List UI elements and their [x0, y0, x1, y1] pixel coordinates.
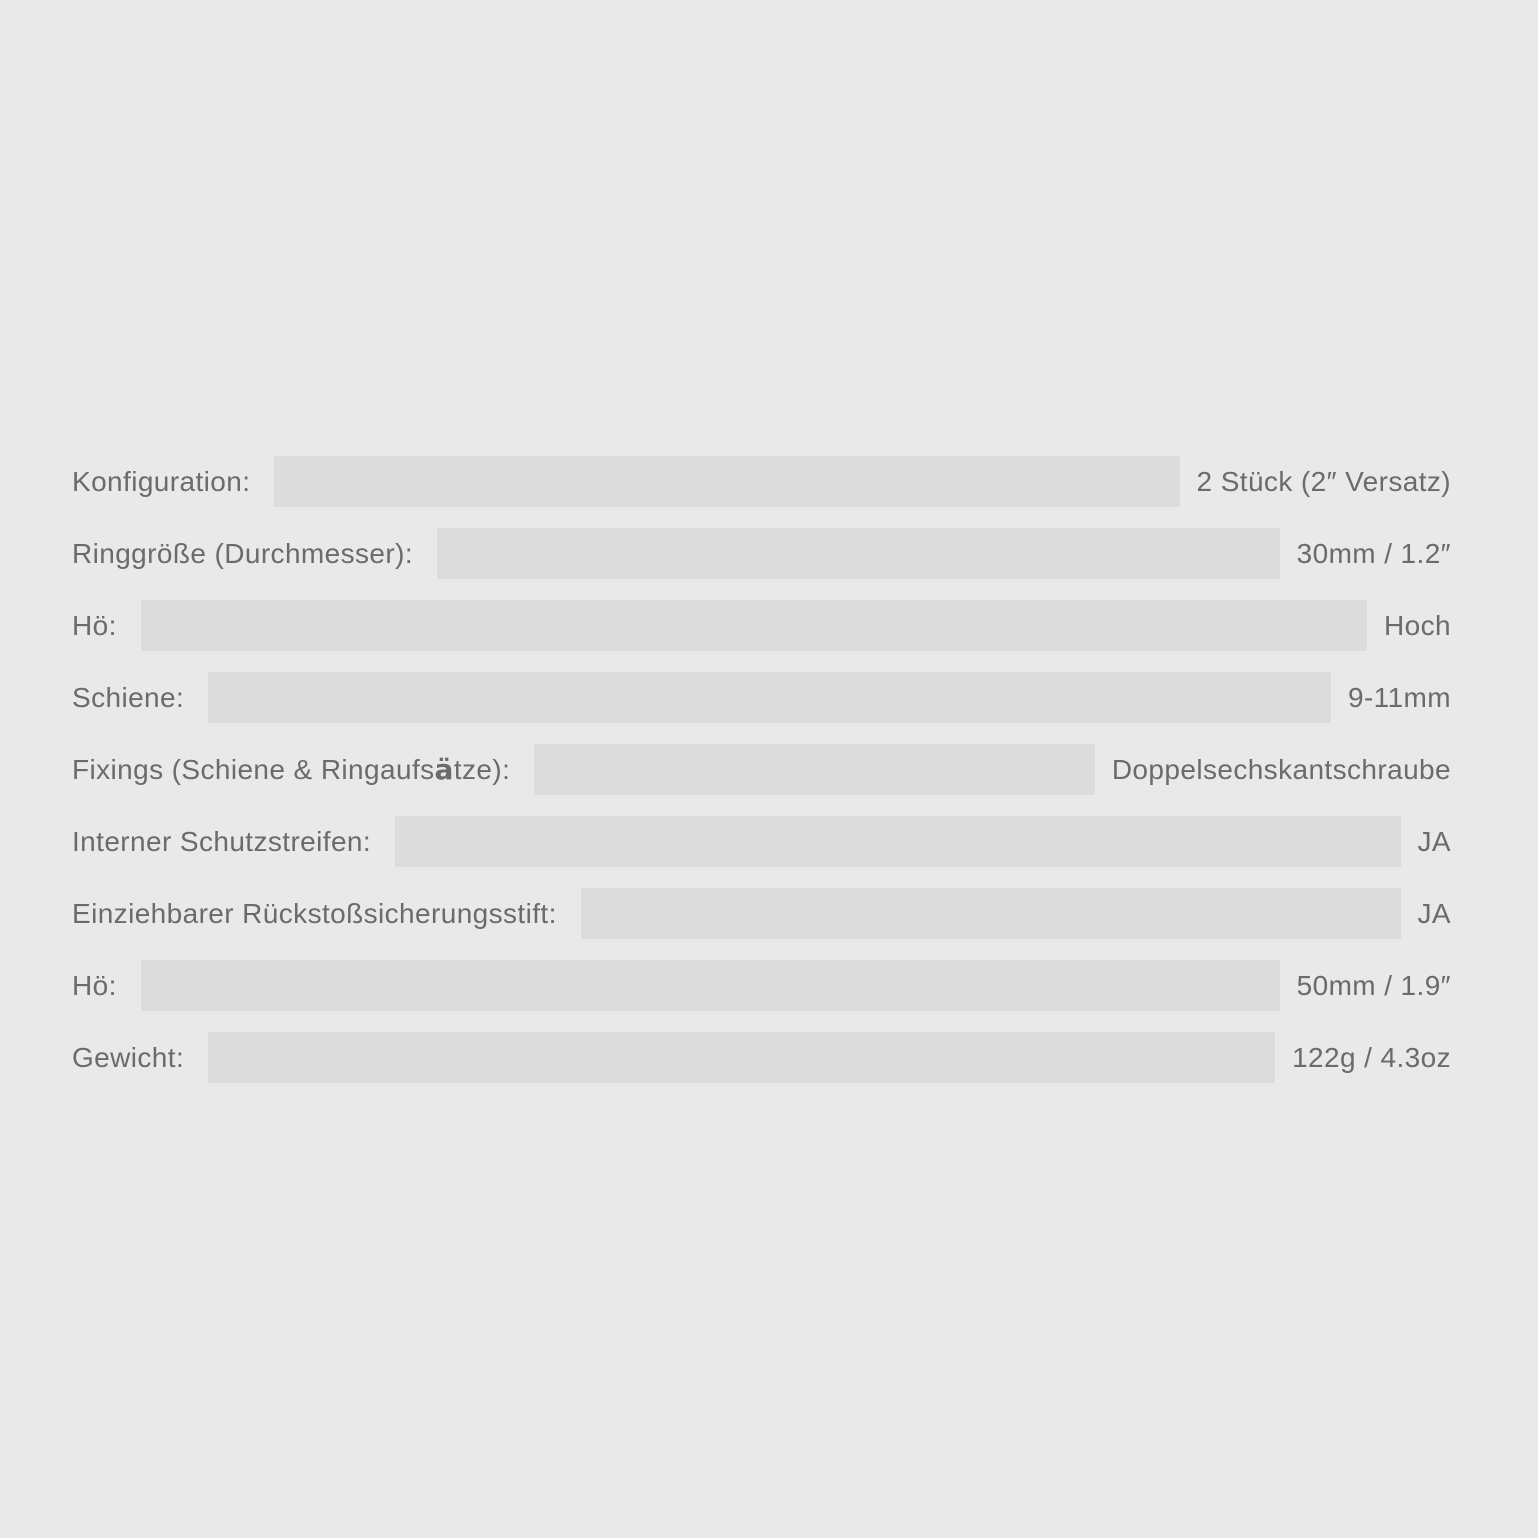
spec-label: Schiene: [72, 682, 185, 713]
spec-label: Konfiguration: [72, 466, 251, 497]
spec-row-ringgroesse [72, 528, 1451, 579]
spec-row-konfiguration [72, 456, 1451, 507]
leader-bar [141, 960, 1280, 1011]
spec-row-schutzstreifen [72, 816, 1451, 867]
spec-value: 50mm / 1.9″ [1296, 969, 1451, 1001]
spec-value: Hoch [1384, 609, 1451, 641]
spec-value: Doppelsechskantschraube [1111, 753, 1451, 785]
spec-label: Ringgröße (Durchmesser): [72, 538, 414, 569]
spec-row-hoehe-2 [72, 960, 1451, 1011]
spec-value: JA [1417, 825, 1451, 857]
spec-row-rueckstosssicherungsstift [72, 888, 1451, 939]
spec-value: JA [1417, 897, 1451, 929]
leader-bar [274, 456, 1179, 507]
leader-bar [534, 744, 1095, 795]
spec-label: Hö: [72, 610, 117, 641]
spec-value: 30mm / 1.2″ [1296, 537, 1451, 569]
leader-bar [208, 1032, 1275, 1083]
leader-bar [581, 888, 1401, 939]
spec-label: Hö: [72, 970, 117, 1001]
spec-label: Fixings (Schiene & Ringaufsätze): [72, 753, 511, 786]
spec-row-schiene [72, 672, 1451, 723]
spec-label: Interner Schutzstreifen: [72, 826, 372, 857]
spec-value: 122g / 4.3oz [1292, 1041, 1451, 1073]
spec-label: Einziehbarer Rückstoßsicherungsstift: [72, 898, 557, 929]
spec-value: 9-11mm [1347, 681, 1451, 713]
spec-value: 2 Stück (2″ Versatz) [1196, 465, 1451, 497]
leader-bar [395, 816, 1400, 867]
spec-row-gewicht [72, 1032, 1451, 1083]
leader-bar [141, 600, 1367, 651]
spec-row-hoehe [72, 600, 1451, 651]
spec-label: Gewicht: [72, 1042, 185, 1073]
leader-bar [208, 672, 1331, 723]
spec-row-fixings [72, 744, 1451, 795]
leader-bar [437, 528, 1280, 579]
spec-table [72, 456, 1451, 1104]
